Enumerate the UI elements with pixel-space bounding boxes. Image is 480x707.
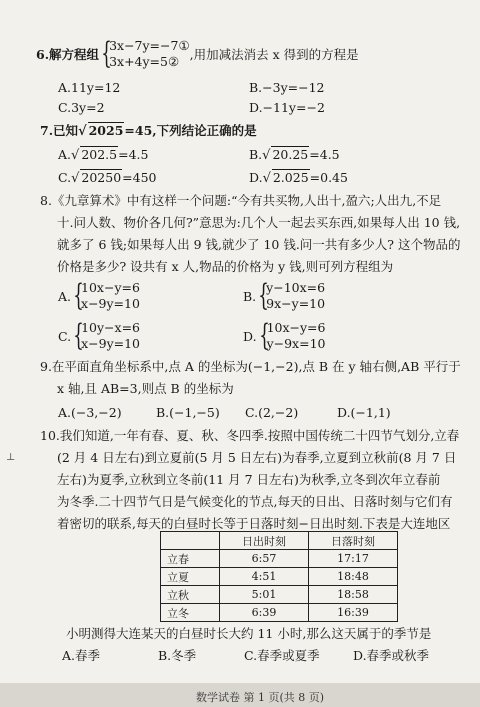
q8-line-3: 就多了 6 钱;如果每人出 9 钱,就少了 10 钱.问一共有多少人? 这个物品的 bbox=[57, 237, 461, 252]
sqrt-icon: √ bbox=[71, 171, 80, 186]
q8-option-d-eq2: y−9x=10 bbox=[266, 336, 326, 351]
q7-option-d-value: =0.45 bbox=[309, 170, 348, 185]
q7-option-c-root: 20250 bbox=[81, 170, 122, 185]
q8-option-b-brace: { bbox=[258, 278, 269, 313]
table-cell: 6:57 bbox=[220, 550, 309, 568]
q8-option-b-label: B. bbox=[243, 288, 257, 304]
q7-root: 2025 bbox=[88, 123, 124, 138]
q9-option-c: C.(2,−2) bbox=[245, 405, 299, 420]
q8-option-a-brace: { bbox=[73, 278, 84, 313]
q8-line-2: 十.问人数、物价各几何?”意思为:几个人一起去买东西,如果每人出 10 钱, bbox=[57, 215, 461, 230]
q10-option-a: A.春季 bbox=[62, 648, 101, 663]
q10-question: 小明测得大连某天的白昼时长大约 11 小时,那么这天属于的季节是 bbox=[66, 626, 432, 641]
q8-option-a-eq2: x−9y=10 bbox=[81, 296, 140, 311]
q6-option-c: C.3y=2 bbox=[58, 100, 105, 115]
q7-option-a-root: 202.5 bbox=[81, 147, 118, 162]
table-cell: 立秋 bbox=[161, 586, 220, 604]
q6-option-d: D.−11y=−2 bbox=[249, 100, 325, 115]
q10-option-b: B.冬季 bbox=[158, 648, 197, 663]
q9-option-d: D.(−1,1) bbox=[337, 405, 391, 420]
q7-option-b bbox=[249, 146, 340, 164]
sqrt-icon: √ bbox=[262, 148, 271, 163]
q6-brace: { bbox=[101, 36, 112, 71]
q6-stem bbox=[36, 38, 359, 70]
q10-line-5: 着密切的联系,每天的白昼时长等于日落时刻−日出时刻.下表是大连地区 bbox=[57, 516, 451, 531]
q10-line-2: (2 月 4 日左右)到立夏前(5 月 5 日左右)为春季,立夏到立秋前(8 月 7 日 bbox=[57, 450, 457, 465]
q9-line-2: x 轴,且 AB=3,则点 B 的坐标为 bbox=[57, 381, 234, 396]
q8-line-1: 8.《九章算术》中有这样一个问题:“今有共买物,人出十,盈六;人出九,不足 bbox=[40, 193, 442, 208]
q8-option-c-eq1: 10y−x=6 bbox=[81, 320, 141, 335]
q8-option-b-eq2: 9x−y=10 bbox=[266, 296, 326, 311]
q8-option-c-eq2: x−9y=10 bbox=[81, 336, 141, 351]
q7-option-a bbox=[58, 146, 148, 164]
table-cell: 5:01 bbox=[220, 586, 309, 604]
table-cell: 4:51 bbox=[220, 568, 309, 586]
sunrise-sunset-table bbox=[160, 531, 398, 622]
q7-option-c bbox=[58, 169, 157, 187]
table-cell: 16:39 bbox=[309, 604, 398, 622]
q8-option-c bbox=[58, 320, 140, 352]
q8-option-b bbox=[243, 280, 325, 312]
table-cell: 立春 bbox=[161, 550, 220, 568]
q8-option-d-label: D. bbox=[243, 328, 257, 344]
q6-option-a: A.11y=12 bbox=[58, 80, 121, 95]
table-cell: 18:48 bbox=[309, 568, 398, 586]
q7-option-d-label: D. bbox=[249, 170, 263, 185]
q7-stem bbox=[40, 122, 257, 140]
q9-option-b: B.(−1,−5) bbox=[156, 405, 220, 420]
q6-eq2: 3x+4y=5② bbox=[109, 54, 180, 69]
q8-option-d-brace: { bbox=[258, 318, 270, 353]
margin-mark: ⊥ bbox=[6, 452, 16, 463]
q7-option-b-root: 20.25 bbox=[272, 147, 309, 162]
table-cell: 立夏 bbox=[161, 568, 220, 586]
q7-option-b-label: B. bbox=[249, 147, 263, 162]
q7-suffix: =45,下列结论正确的是 bbox=[124, 123, 257, 138]
q9-line-1: 9.在平面直角坐标系中,点 A 的坐标为(−1,−2),点 B 在 y 轴右侧,AB 平行于 bbox=[40, 359, 461, 374]
table-header-cell bbox=[161, 532, 220, 550]
q8-option-d bbox=[243, 320, 325, 352]
q7-option-a-value: =4.5 bbox=[118, 147, 149, 162]
page-footer: 数学试卷 第 1 页(共 8 页) bbox=[196, 691, 325, 704]
q10-line-3: 左右)为夏季,立秋到立冬前(11 月 7 日左右)为秋季,立冬到次年立春前 bbox=[57, 472, 441, 487]
q6-system bbox=[109, 38, 190, 70]
table-row bbox=[161, 550, 398, 568]
table-cell: 18:58 bbox=[309, 586, 398, 604]
q10-option-c: C.春季或夏季 bbox=[244, 648, 320, 663]
table-cell: 6:39 bbox=[220, 604, 309, 622]
q6-option-b: B.−3y=−12 bbox=[249, 80, 325, 95]
q7-option-c-label: C. bbox=[58, 170, 72, 185]
q7-option-a-label: A. bbox=[58, 147, 72, 162]
q9-option-a: A.(−3,−2) bbox=[58, 405, 122, 420]
sqrt-icon: √ bbox=[262, 171, 271, 186]
table-row bbox=[161, 568, 398, 586]
table-header-row bbox=[161, 532, 398, 550]
q8-option-a-label: A. bbox=[58, 288, 72, 304]
q8-option-a bbox=[58, 280, 140, 312]
table-header-cell: 日落时刻 bbox=[309, 532, 398, 550]
table-cell: 立冬 bbox=[161, 604, 220, 622]
q7-option-c-value: =450 bbox=[122, 170, 157, 185]
q8-option-c-label: C. bbox=[58, 328, 72, 344]
q8-line-4: 价格是多少? 设共有 x 人,物品的价格为 y 钱,则可列方程组为 bbox=[57, 259, 394, 274]
table-header-cell: 日出时刻 bbox=[220, 532, 309, 550]
q8-option-c-brace: { bbox=[73, 318, 84, 353]
q8-option-d-eq1: 10x−y=6 bbox=[266, 320, 326, 335]
sqrt-icon: √ bbox=[71, 148, 80, 163]
q6-eq1: 3x−7y=−7① bbox=[109, 38, 190, 53]
q7-prefix: 7.已知 bbox=[40, 123, 79, 138]
table-row bbox=[161, 604, 398, 622]
q10-line-1: 10.我们知道,一年有春、夏、秋、冬四季.按照中国传统二十四节气划分,立春 bbox=[40, 428, 460, 443]
sqrt-icon: √ bbox=[78, 124, 87, 139]
q6-suffix: ,用加减法消去 x 得到的方程是 bbox=[189, 47, 359, 62]
q10-line-4: 为冬季.二十四节气日是气候变化的节点,每天的日出、日落时刻与它们有 bbox=[57, 494, 453, 509]
q7-option-d bbox=[249, 169, 348, 187]
q8-option-b-eq1: y−10x=6 bbox=[266, 280, 326, 295]
q10-option-d: D.春季或秋季 bbox=[353, 648, 430, 663]
q8-option-a-eq1: 10x−y=6 bbox=[81, 280, 140, 295]
q6-prefix: 6.解方程组 bbox=[36, 47, 100, 62]
table-cell: 17:17 bbox=[309, 550, 398, 568]
table-row bbox=[161, 586, 398, 604]
q7-option-b-value: =4.5 bbox=[309, 147, 340, 162]
q7-option-d-root: 2.025 bbox=[272, 170, 309, 185]
